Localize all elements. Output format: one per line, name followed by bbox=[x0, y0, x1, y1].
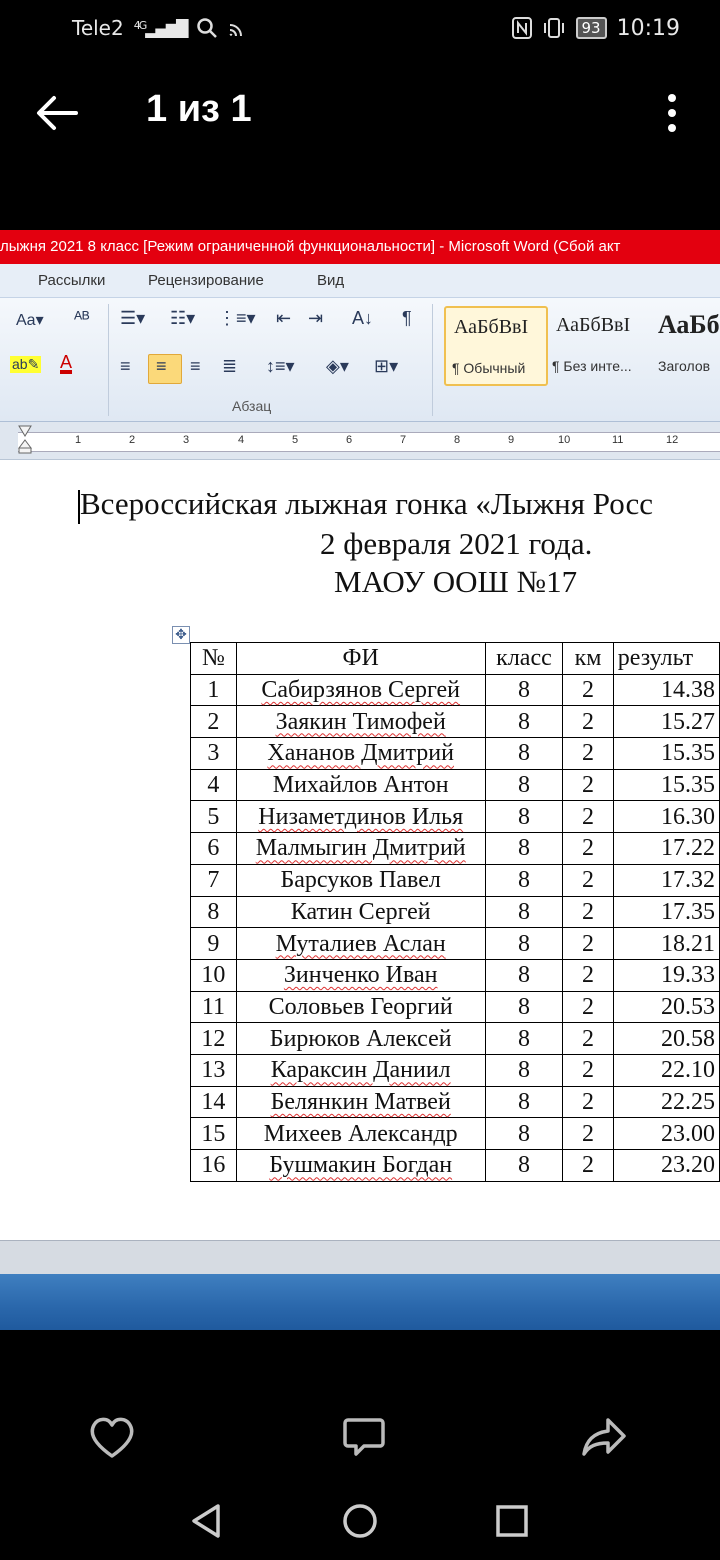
cell-class: 8 bbox=[485, 769, 563, 801]
cell-number: 2 bbox=[191, 706, 237, 738]
ribbon-separator bbox=[432, 304, 433, 416]
sort-icon[interactable]: A↓ bbox=[352, 308, 374, 328]
nav-back-icon[interactable] bbox=[182, 1496, 232, 1546]
cell-km: 2 bbox=[563, 896, 613, 928]
status-bar bbox=[0, 0, 720, 56]
cell-result: 15.35 bbox=[613, 769, 719, 801]
cell-name bbox=[236, 896, 485, 928]
person-name: Михайлов Антон bbox=[272, 772, 449, 799]
person-name: Сабирзянов Сергей bbox=[261, 677, 461, 704]
comment-icon[interactable] bbox=[334, 1406, 394, 1466]
cell-name bbox=[236, 738, 485, 770]
cell-number: 8 bbox=[191, 896, 237, 928]
person-name: Малмыгин Дмитрий bbox=[255, 835, 466, 862]
cell-km: 2 bbox=[563, 928, 613, 960]
cell-number: 4 bbox=[191, 769, 237, 801]
table-row bbox=[191, 833, 720, 865]
cell-name bbox=[236, 991, 485, 1023]
cell-result: 15.27 bbox=[613, 706, 719, 738]
tab-view[interactable]: Вид bbox=[317, 272, 345, 289]
person-name: Соловьев Георгий bbox=[268, 993, 453, 1020]
font-color-icon[interactable]: A bbox=[60, 352, 73, 372]
cell-number: 11 bbox=[191, 991, 237, 1023]
table-row bbox=[191, 1150, 720, 1182]
increase-indent-icon[interactable]: ⇥ bbox=[308, 308, 324, 328]
person-name: Низаметдинов Илья bbox=[258, 803, 464, 830]
person-name: Заякин Тимофей bbox=[275, 708, 446, 735]
ruler-number: 9 bbox=[508, 434, 515, 446]
cell-class: 8 bbox=[485, 706, 563, 738]
header-number: № bbox=[191, 643, 237, 675]
person-name: Хананов Дмитрий bbox=[267, 740, 454, 767]
ruler-number: 6 bbox=[346, 434, 353, 446]
table-row bbox=[191, 801, 720, 833]
change-case-icon[interactable]: Aa▾ bbox=[16, 312, 44, 329]
document-page bbox=[0, 460, 720, 1240]
cell-result: 23.00 bbox=[613, 1118, 719, 1150]
style-normal[interactable]: АаБбВвI ¶ Обычный bbox=[444, 306, 548, 386]
cell-km: 2 bbox=[563, 959, 613, 991]
cell-number: 16 bbox=[191, 1150, 237, 1182]
cell-number: 6 bbox=[191, 833, 237, 865]
cell-name bbox=[236, 864, 485, 896]
battery-icon: 93 bbox=[576, 17, 607, 39]
cell-result: 22.25 bbox=[613, 1086, 719, 1118]
ruler-number: 3 bbox=[183, 434, 190, 446]
cell-name bbox=[236, 1118, 485, 1150]
header-result: результ bbox=[613, 643, 719, 675]
ruler-number: 7 bbox=[400, 434, 407, 446]
align-right-icon[interactable]: ≡ bbox=[190, 356, 201, 376]
document-school: МАОУ ООШ №17 bbox=[334, 564, 578, 599]
cell-number: 5 bbox=[191, 801, 237, 833]
table-row bbox=[191, 738, 720, 770]
cell-name bbox=[236, 769, 485, 801]
cell-class: 8 bbox=[485, 959, 563, 991]
tab-mailings[interactable]: Рассылки bbox=[38, 272, 106, 289]
cell-result: 17.32 bbox=[613, 864, 719, 896]
cell-km: 2 bbox=[563, 801, 613, 833]
more-options-icon[interactable] bbox=[652, 88, 692, 138]
align-center-icon[interactable]: ≡ bbox=[156, 356, 167, 376]
signal-icon: $^{4G}$▂▄▆█ bbox=[133, 18, 187, 38]
nfc-icon bbox=[512, 17, 532, 39]
table-row bbox=[191, 1054, 720, 1086]
cell-km: 2 bbox=[563, 1150, 613, 1182]
justify-icon[interactable]: ≣ bbox=[222, 356, 238, 376]
carrier-label: Tele2 bbox=[72, 16, 124, 40]
paragraph-group-label: Абзац bbox=[232, 398, 272, 414]
horizontal-ruler bbox=[0, 422, 720, 460]
table-move-handle[interactable]: ✥ bbox=[172, 626, 190, 644]
cell-km: 2 bbox=[563, 1118, 613, 1150]
multilevel-list-icon[interactable]: ⋮≡▾ bbox=[218, 308, 256, 328]
cell-number: 13 bbox=[191, 1054, 237, 1086]
table-row bbox=[191, 1086, 720, 1118]
person-name: Барсуков Павел bbox=[280, 867, 441, 894]
search-icon bbox=[196, 17, 218, 39]
person-name: Михеев Александр bbox=[263, 1120, 458, 1147]
like-heart-icon[interactable] bbox=[82, 1406, 142, 1466]
table-row bbox=[191, 674, 720, 706]
table-row bbox=[191, 928, 720, 960]
nav-recents-icon[interactable] bbox=[487, 1496, 537, 1546]
cell-number: 1 bbox=[191, 674, 237, 706]
cell-km: 2 bbox=[563, 706, 613, 738]
cell-km: 2 bbox=[563, 769, 613, 801]
clear-format-icon[interactable]: ᴬᴮ bbox=[74, 308, 90, 328]
clock: 10:19 bbox=[616, 15, 680, 41]
share-arrow-icon[interactable] bbox=[574, 1406, 634, 1466]
vibrate-icon bbox=[542, 17, 566, 39]
cell-km: 2 bbox=[563, 1086, 613, 1118]
table-header-row bbox=[191, 643, 720, 675]
ruler-number: 4 bbox=[238, 434, 245, 446]
cell-km: 2 bbox=[563, 738, 613, 770]
cell-class: 8 bbox=[485, 1054, 563, 1086]
shading-icon[interactable]: ◈▾ bbox=[326, 356, 349, 376]
cell-class: 8 bbox=[485, 864, 563, 896]
cell-class: 8 bbox=[485, 1086, 563, 1118]
table-row bbox=[191, 896, 720, 928]
bullets-icon[interactable]: ☰▾ bbox=[120, 308, 146, 328]
windows-taskbar bbox=[0, 1274, 720, 1330]
ruler-number: 12 bbox=[666, 434, 679, 446]
tab-review[interactable]: Рецензирование bbox=[148, 272, 264, 289]
document-photo bbox=[0, 230, 720, 1330]
table-row bbox=[191, 706, 720, 738]
person-name: Бушмакин Богдан bbox=[269, 1152, 453, 1179]
document-date: 2 февраля 2021 года. bbox=[320, 526, 593, 561]
table-row bbox=[191, 991, 720, 1023]
cell-result: 19.33 bbox=[613, 959, 719, 991]
person-name: Белянкин Матвей bbox=[270, 1088, 451, 1115]
cell-name bbox=[236, 801, 485, 833]
page-counter-title: 1 из 1 bbox=[146, 88, 252, 130]
cell-name bbox=[236, 1054, 485, 1086]
header-km: км bbox=[563, 643, 613, 675]
cell-km: 2 bbox=[563, 1054, 613, 1086]
cell-class: 8 bbox=[485, 928, 563, 960]
person-name: Бирюков Алексей bbox=[269, 1025, 452, 1052]
table-row bbox=[191, 1118, 720, 1150]
cell-result: 20.58 bbox=[613, 1023, 719, 1055]
numbering-icon[interactable]: ☷▾ bbox=[170, 308, 196, 328]
cell-name bbox=[236, 1023, 485, 1055]
cell-km: 2 bbox=[563, 674, 613, 706]
cell-result: 17.35 bbox=[613, 896, 719, 928]
cell-km: 2 bbox=[563, 1023, 613, 1055]
ribbon-separator bbox=[108, 304, 109, 416]
person-name: Катин Сергей bbox=[290, 898, 431, 925]
cell-result: 14.38 bbox=[613, 674, 719, 706]
cell-number: 3 bbox=[191, 738, 237, 770]
ruler-number: 11 bbox=[612, 434, 624, 446]
borders-icon[interactable]: ⊞▾ bbox=[374, 356, 399, 376]
ruler-number: 2 bbox=[129, 434, 136, 446]
cell-name bbox=[236, 928, 485, 960]
cell-number: 9 bbox=[191, 928, 237, 960]
cell-km: 2 bbox=[563, 833, 613, 865]
cell-class: 8 bbox=[485, 674, 563, 706]
cell-name bbox=[236, 706, 485, 738]
back-arrow-icon[interactable] bbox=[30, 86, 84, 140]
table-row bbox=[191, 959, 720, 991]
cell-class: 8 bbox=[485, 1023, 563, 1055]
person-name: Муталиев Аслан bbox=[275, 930, 446, 957]
cell-class: 8 bbox=[485, 801, 563, 833]
cell-name bbox=[236, 959, 485, 991]
cell-number: 12 bbox=[191, 1023, 237, 1055]
style-no-spacing[interactable]: АаБбВвI ¶ Без инте... bbox=[552, 314, 632, 374]
cell-class: 8 bbox=[485, 833, 563, 865]
cell-result: 22.10 bbox=[613, 1054, 719, 1086]
results-table bbox=[190, 642, 720, 1182]
cell-result: 16.30 bbox=[613, 801, 719, 833]
cell-number: 10 bbox=[191, 959, 237, 991]
ruler-number: 5 bbox=[292, 434, 299, 446]
style-heading[interactable]: АаБб Заголов bbox=[658, 310, 720, 374]
word-window-title: лыжня 2021 8 класс [Режим ограниченной функциональности] - Microsoft Word (Сбой акт bbox=[0, 230, 720, 264]
cell-result: 15.35 bbox=[613, 738, 719, 770]
ruler-number: 1 bbox=[75, 434, 82, 446]
cell-name bbox=[236, 833, 485, 865]
cell-number: 14 bbox=[191, 1086, 237, 1118]
cell-name bbox=[236, 1150, 485, 1182]
ribbon-tabs bbox=[0, 264, 720, 298]
cell-class: 8 bbox=[485, 1150, 563, 1182]
highlight-icon[interactable]: ab✎ bbox=[12, 356, 40, 372]
cell-result: 17.22 bbox=[613, 833, 719, 865]
indent-marker-icon[interactable] bbox=[18, 424, 32, 454]
person-name: Караксин Даниил bbox=[270, 1057, 451, 1084]
cell-number: 7 bbox=[191, 864, 237, 896]
cell-class: 8 bbox=[485, 1118, 563, 1150]
align-left-icon[interactable]: ≡ bbox=[120, 356, 131, 376]
cell-result: 18.21 bbox=[613, 928, 719, 960]
cell-km: 2 bbox=[563, 991, 613, 1023]
cell-class: 8 bbox=[485, 738, 563, 770]
cell-class: 8 bbox=[485, 991, 563, 1023]
cell-name bbox=[236, 1086, 485, 1118]
system-nav-bar bbox=[0, 1480, 720, 1560]
word-status-strip bbox=[0, 1240, 720, 1274]
document-heading: Всероссийская лыжная гонка «Лыжня Росс bbox=[80, 486, 654, 521]
cell-name bbox=[236, 674, 485, 706]
table-row bbox=[191, 769, 720, 801]
viewer-app-bar bbox=[0, 56, 720, 168]
pilcrow-icon[interactable]: ¶ bbox=[402, 308, 412, 328]
cell-class: 8 bbox=[485, 896, 563, 928]
header-name: ФИ bbox=[236, 643, 485, 675]
table-row bbox=[191, 1023, 720, 1055]
line-spacing-icon[interactable]: ↕≡▾ bbox=[266, 356, 295, 376]
ruler-number: 10 bbox=[558, 434, 571, 446]
header-class: класс bbox=[485, 643, 563, 675]
cell-km: 2 bbox=[563, 864, 613, 896]
cell-result: 23.20 bbox=[613, 1150, 719, 1182]
person-name: Зинченко Иван bbox=[283, 962, 438, 989]
cast-icon bbox=[228, 19, 246, 37]
nav-home-icon[interactable] bbox=[335, 1496, 385, 1546]
ruler-number: 8 bbox=[454, 434, 461, 446]
table-row bbox=[191, 864, 720, 896]
ribbon-panel bbox=[0, 298, 720, 422]
decrease-indent-icon[interactable]: ⇤ bbox=[276, 308, 292, 328]
cell-result: 20.53 bbox=[613, 991, 719, 1023]
cell-number: 15 bbox=[191, 1118, 237, 1150]
